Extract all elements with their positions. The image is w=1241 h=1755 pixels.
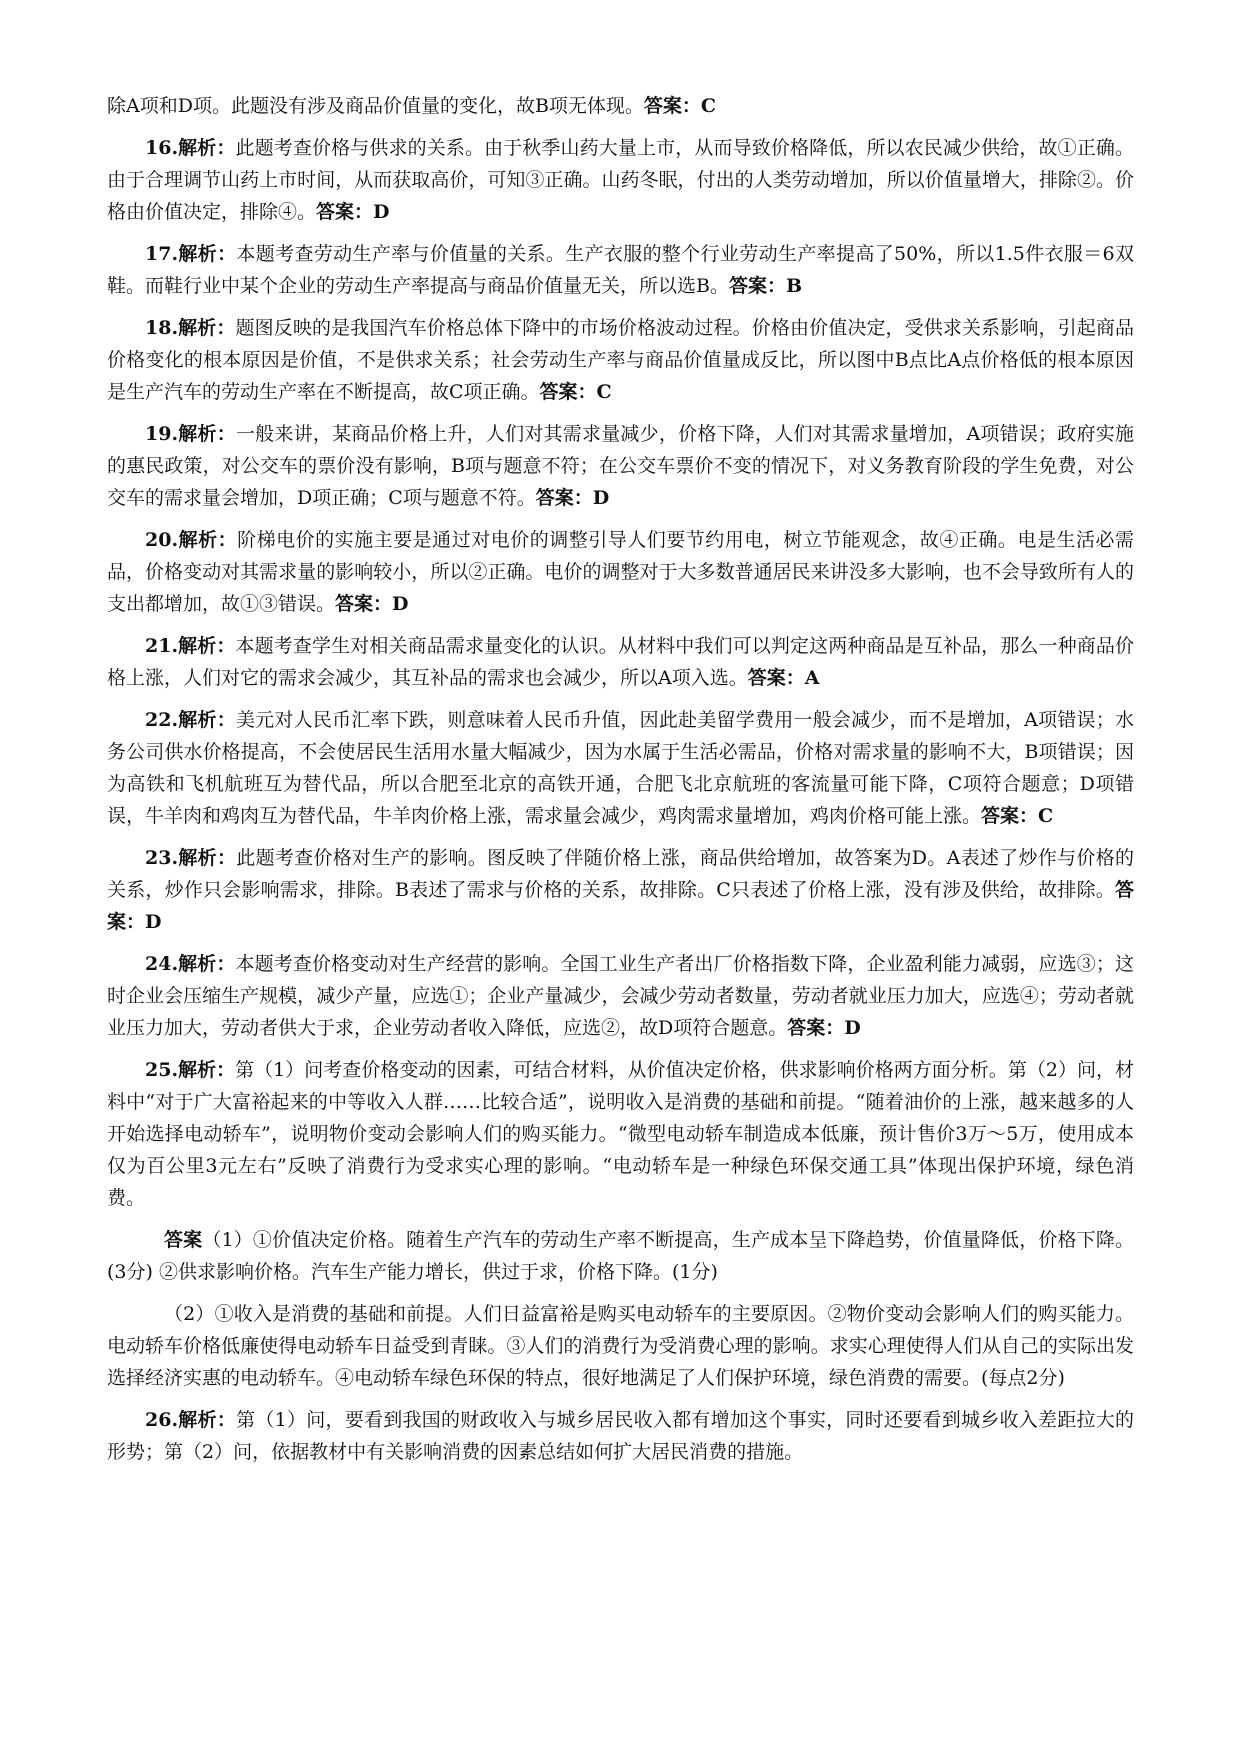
question-label: 18.解析： xyxy=(145,317,236,339)
paragraph-text: 此题考查价格对生产的影响。图反映了伴随价格上涨，商品供给增加，故答案为D。A表述了炒作与价格的关系，炒作只会影响需求，排除。B表述了需求与价格的关系，故排除。C只表述了价格上涨，没有涉及供给，故排除。 xyxy=(107,847,1134,901)
answer-label: 答案：A xyxy=(747,667,820,689)
paragraph-text: 一般来讲，某商品价格上升，人们对其需求量减少，价格下降，人们对其需求量增加，A项错误；政府实施的惠民政策，对公交车的票价没有影响，B项与题意不符；在公交车票价不变的情况下，对义务教育阶段的学生免费，对公交车的需求量会增加，D项正确；C项与题意不符。 xyxy=(107,423,1134,509)
answer-label: 答案：C xyxy=(981,805,1054,827)
answer-label: 答案：D xyxy=(107,879,1134,933)
answer-label: 答案：B xyxy=(728,275,803,297)
paragraph-q19 xyxy=(107,418,1134,514)
answer-label: 答案：C xyxy=(643,95,717,117)
paragraph-q26 xyxy=(107,1404,1134,1468)
paragraph-text: 题图反映的是我国汽车价格总体下降中的市场价格波动过程。价格由价值决定，受供求关系影响，引起商品价格变化的根本原因是价值，不是供求关系；社会劳动生产率与商品价值量成反比，所以图中B点比A点价格低的根本原因是生产汽车的劳动生产率在不断提高，故C项正确。 xyxy=(107,317,1134,403)
answer-label: 答案：D xyxy=(787,1017,861,1039)
question-label: 23.解析： xyxy=(145,847,237,869)
paragraph-q25-answer-2 xyxy=(107,1298,1134,1394)
paragraph-q17 xyxy=(107,238,1134,302)
question-label: 25.解析： xyxy=(145,1059,236,1081)
answer-label: 答案：D xyxy=(535,487,610,509)
paragraph-text: 此题考查价格与供求的关系。由于秋季山药大量上市，从而导致价格降低，所以农民减少供给，故①正确。由于合理调节山药上市时间，从而获取高价，可知③正确。山药冬眠，付出的人类劳动增加，所以价值量增大，排除②。价格由价值决定，排除④。 xyxy=(107,137,1134,223)
paragraph-text: （2）①收入是消费的基础和前提。人们日益富裕是购买电动轿车的主要原因。②物价变动会影响人们的购买能力。电动轿车价格低廉使得电动轿车日益受到青睐。③人们的消费行为受消费心理的影响。求实心理使得人们从自己的实际出发选择经济实惠的电动轿车。④电动轿车绿色环保的特点，很好地满足了人们保护环境，绿色消费的需要。(每点2分) xyxy=(107,1303,1134,1389)
paragraph-q16 xyxy=(107,132,1134,228)
question-label: 26.解析： xyxy=(145,1409,237,1431)
paragraph-text: 第（1）问，要看到我国的财政收入与城乡居民收入都有增加这个事实，同时还要看到城乡收入差距拉大的形势；第（2）问，依据教材中有关影响消费的因素总结如何扩大居民消费的措施。 xyxy=(107,1409,1135,1463)
question-label: 24.解析： xyxy=(145,953,236,975)
paragraph-continuation xyxy=(107,90,1134,122)
paragraph-q25 xyxy=(107,1054,1134,1214)
paragraph-q22 xyxy=(107,704,1134,832)
question-label: 22.解析： xyxy=(145,709,236,731)
paragraph-q25-answer-1 xyxy=(107,1224,1134,1288)
paragraph-text: 本题考查价格变动对生产经营的影响。全国工业生产者出厂价格指数下降，企业盈利能力减弱，应选③；这时企业会压缩生产规模，减少产量，应选①；企业产量减少，会减少劳动者数量，劳动者就业压力加大，应选④；劳动者就业压力加大，劳动者供大于求，企业劳动者收入降低，应选②，故D项符合题意。 xyxy=(107,953,1134,1039)
paragraph-text: 阶梯电价的实施主要是通过对电价的调整引导人们要节约用电，树立节能观念，故④正确。电是生活必需品，价格变动对其需求量的影响较小，所以②正确。电价的调整对于大多数普通居民来讲没多大影响，也不会导致所有人的支出都增加，故①③错误。 xyxy=(107,529,1134,615)
paragraph-text: 美元对人民币汇率下跌，则意味着人民币升值，因此赴美留学费用一般会减少，而不是增加，A项错误；水务公司供水价格提高，不会使居民生活用水量大幅减少，因为水属于生活必需品，价格对需求量的影响不大，B项错误；因为高铁和飞机航班互为替代品，所以合肥至北京的高铁开通，合肥飞北京航班的客流量可能下降，C项符合题意；D项错误，牛羊肉和鸡肉互为替代品，牛羊肉价格上涨，需求量会减少，鸡肉需求量增加，鸡肉价格可能上涨。 xyxy=(107,709,1134,827)
question-label: 17.解析： xyxy=(145,243,237,265)
question-label: 16.解析： xyxy=(145,137,236,159)
question-label: 19.解析： xyxy=(145,423,236,445)
paragraph-q24 xyxy=(107,948,1134,1044)
question-label: 21.解析： xyxy=(145,635,236,657)
paragraph-text: （1）①价值决定价格。随着生产汽车的劳动生产率不断提高，生产成本呈下降趋势，价值量降低，价格下降。(3分) ②供求影响价格。汽车生产能力增长，供过于求，价格下降。(1分) xyxy=(107,1229,1134,1283)
paragraph-text: 本题考查劳动生产率与价值量的关系。生产衣服的整个行业劳动生产率提高了50%，所以1.5件衣服＝6双鞋。而鞋行业中某个企业的劳动生产率提高与商品价值量无关，所以选B。 xyxy=(107,243,1134,297)
paragraph-q18 xyxy=(107,312,1134,408)
paragraph-text: 本题考查学生对相关商品需求量变化的认识。从材料中我们可以判定这两种商品是互补品，那么一种商品价格上涨，人们对它的需求会减少，其互补品的需求也会减少，所以A项入选。 xyxy=(107,635,1134,689)
answer-label: 答案：C xyxy=(539,381,612,403)
paragraph-text: 除A项和D项。此题没有涉及商品价值量的变化，故B项无体现。 xyxy=(107,95,644,117)
question-label: 20.解析： xyxy=(145,529,238,551)
paragraph-q23 xyxy=(107,842,1134,938)
paragraph-q21 xyxy=(107,630,1134,694)
answer-label: 答案：D xyxy=(335,593,409,615)
answer-heading: 答案 xyxy=(164,1229,203,1251)
answer-label: 答案：D xyxy=(316,201,390,223)
paragraph-q20 xyxy=(107,524,1134,620)
paragraph-text: 第（1）问考查价格变动的因素，可结合材料，从价值决定价格，供求影响价格两方面分析。第（2）问，材料中“对于广大富裕起来的中等收入人群……比较合适”，说明收入是消费的基础和前提。“随着油价的上涨，越来越多的人开始选择电动轿车”，说明物价变动会影响人们的购买能力。“微型电动轿车制造成本低廉，预计售价3万～5万，使用成本仅为百公里3元左右”反映了消费行为受求实心理的影响。“电动轿车是一种绿色环保交通工具”体现出保护环境，绿色消费。 xyxy=(107,1059,1134,1209)
